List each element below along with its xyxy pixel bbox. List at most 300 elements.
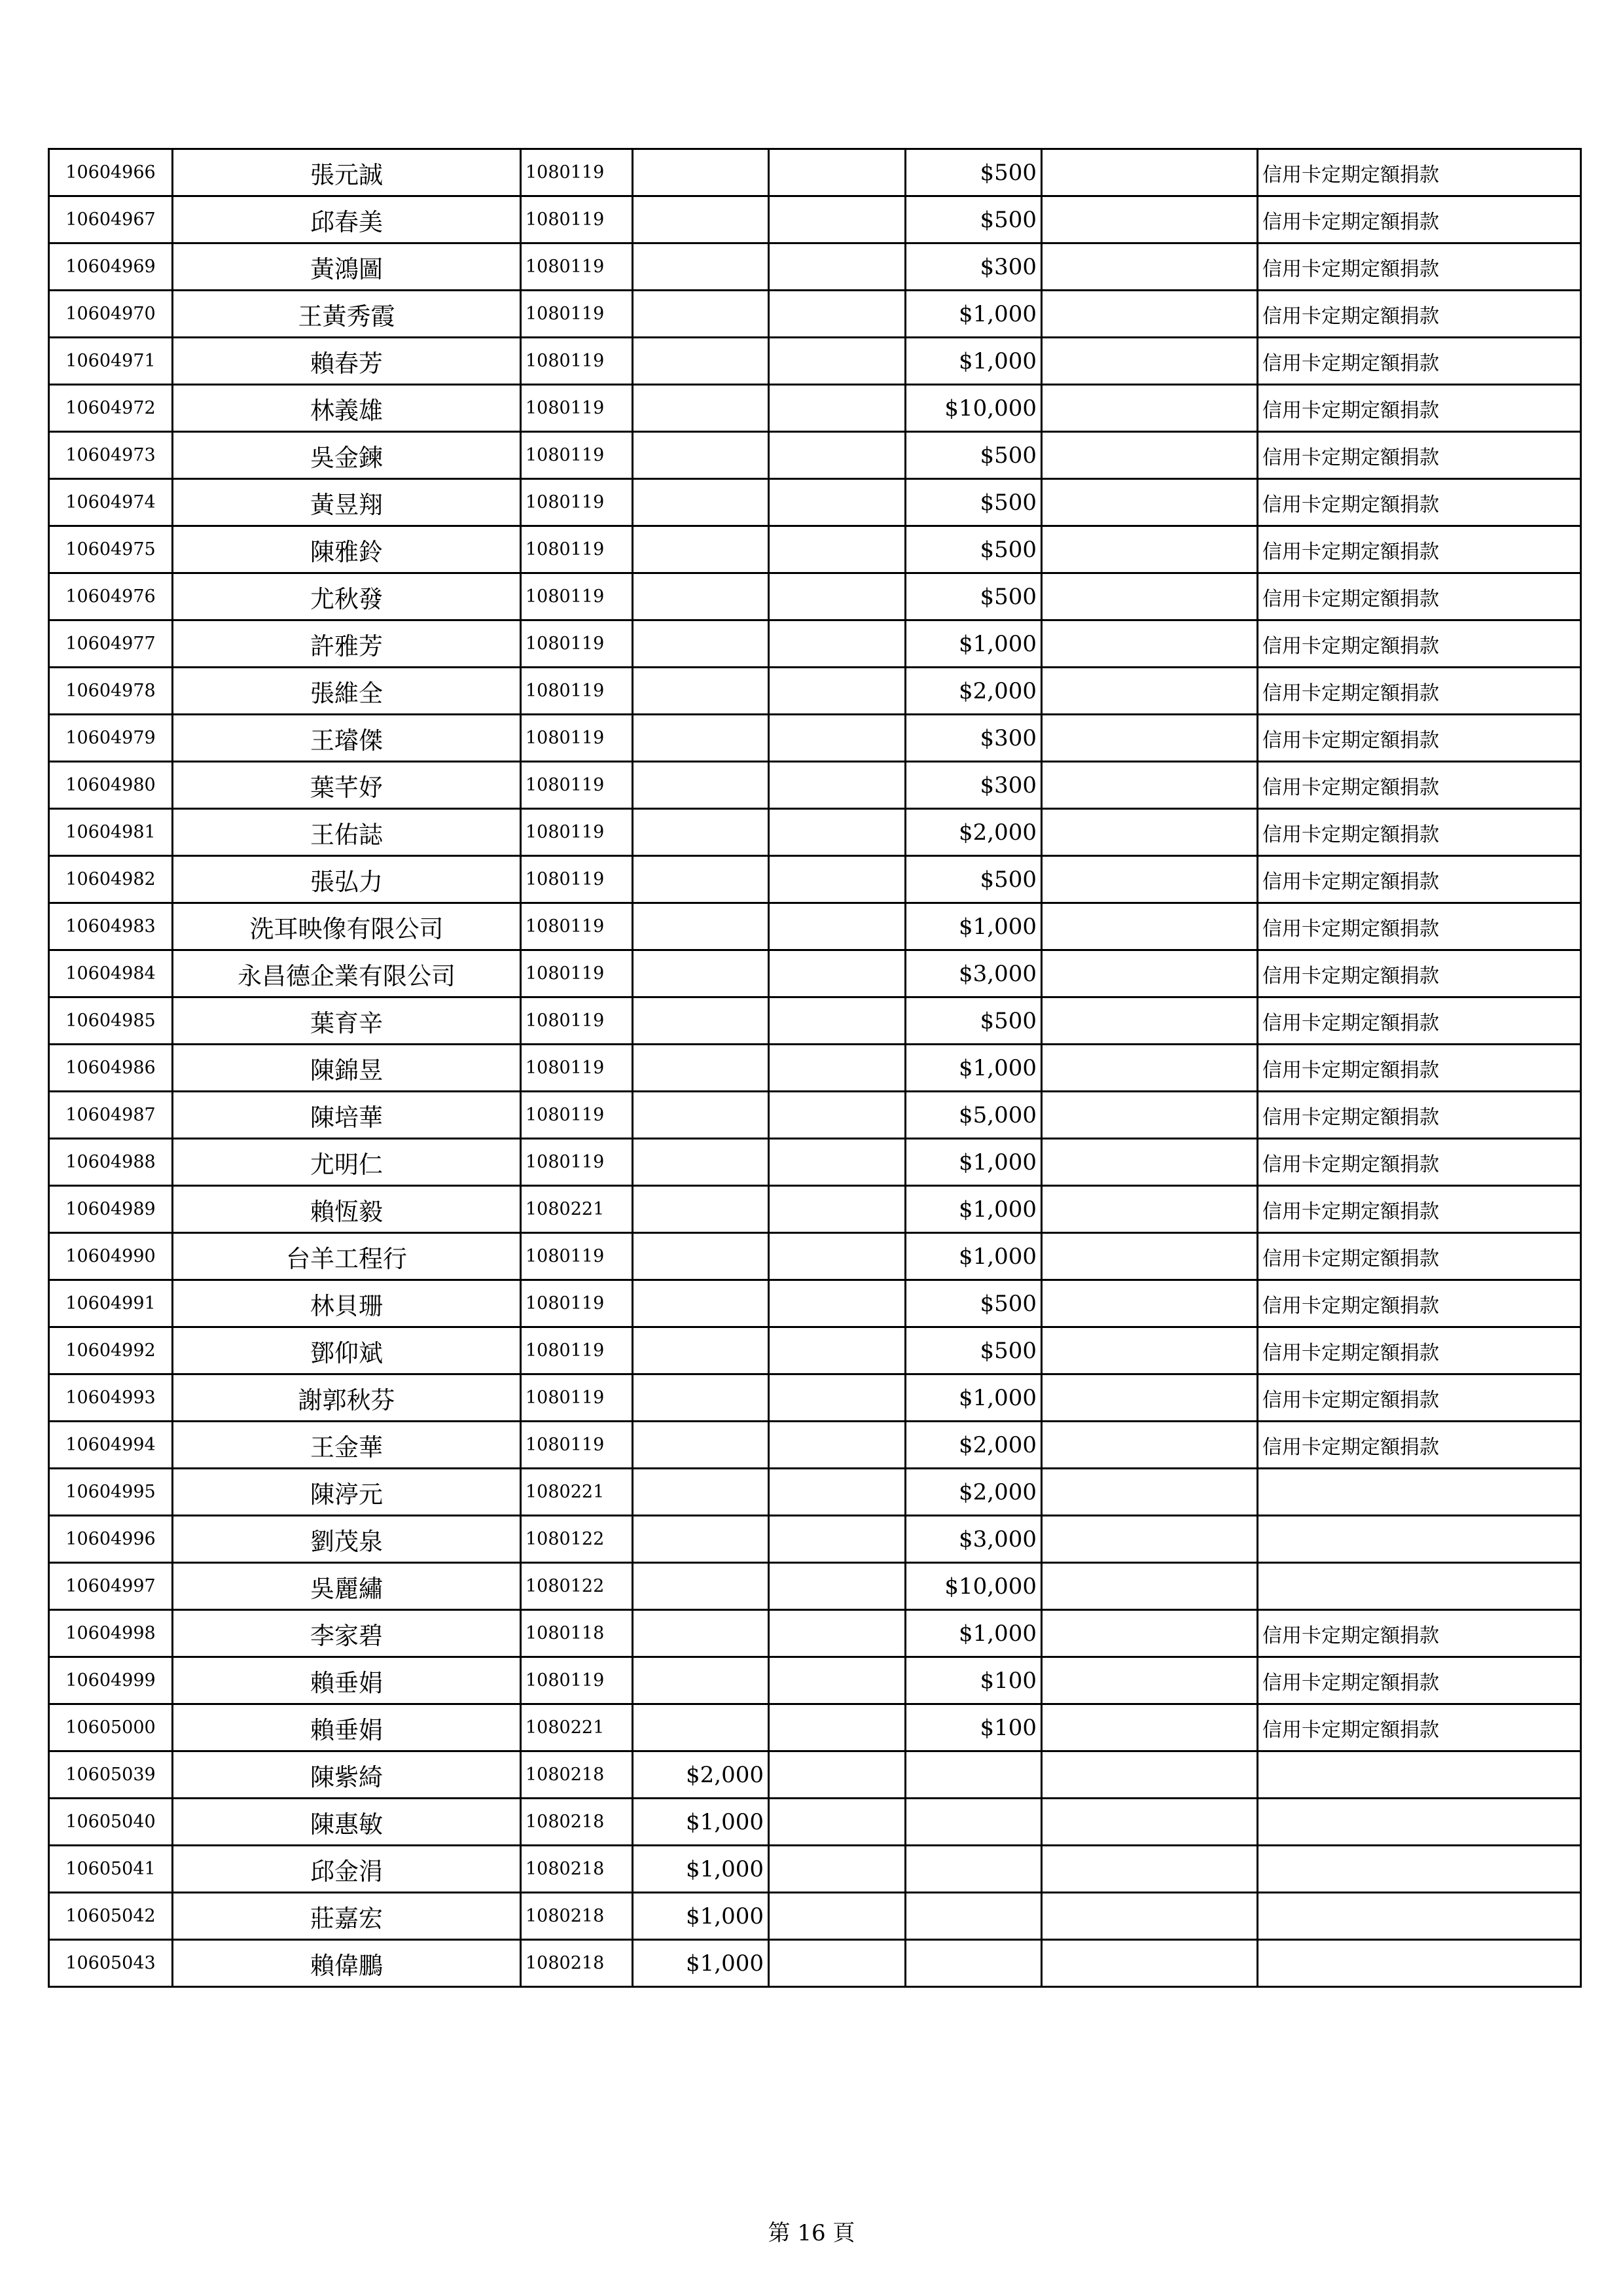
amount-col3-cell: [906, 1799, 1042, 1846]
receipt-number-cell: 10604971: [49, 338, 173, 385]
amount-col4-cell: [1042, 1233, 1258, 1280]
amount-col1-cell: $1,000: [633, 1799, 769, 1846]
amount-col2-cell: [769, 196, 906, 243]
table-row: [49, 338, 1581, 385]
amount-col1-cell: [633, 1045, 769, 1092]
receipt-number-cell: 10605000: [49, 1704, 173, 1751]
amount-col3-cell: $1,000: [906, 291, 1042, 338]
amount-col2-cell: [769, 1233, 906, 1280]
date-cell: 1080119: [521, 715, 633, 762]
amount-col2-cell: [769, 950, 906, 997]
table-row: [49, 1893, 1581, 1940]
amount-col3-cell: $100: [906, 1704, 1042, 1751]
note-cell: [1258, 1846, 1581, 1893]
amount-col4-cell: [1042, 620, 1258, 668]
amount-col2-cell: [769, 620, 906, 668]
amount-col3-cell: $100: [906, 1657, 1042, 1704]
note-cell: 信用卡定期定額捐款: [1258, 715, 1581, 762]
receipt-number-cell: 10604974: [49, 479, 173, 526]
donor-name-cell: 陳渟元: [173, 1469, 521, 1516]
date-cell: 1080119: [521, 1233, 633, 1280]
receipt-number-cell: 10604977: [49, 620, 173, 668]
amount-col3-cell: $1,000: [906, 1374, 1042, 1422]
amount-col2-cell: [769, 432, 906, 479]
amount-col3-cell: $500: [906, 573, 1042, 620]
donor-name-cell: 尤明仁: [173, 1139, 521, 1186]
table-row: [49, 196, 1581, 243]
date-cell: 1080119: [521, 1422, 633, 1469]
amount-col1-cell: [633, 1657, 769, 1704]
amount-col3-cell: $500: [906, 149, 1042, 196]
amount-col3-cell: [906, 1893, 1042, 1940]
table-row: [49, 809, 1581, 856]
note-cell: [1258, 1940, 1581, 1987]
date-cell: 1080119: [521, 997, 633, 1045]
amount-col2-cell: [769, 1139, 906, 1186]
receipt-number-cell: 10604976: [49, 573, 173, 620]
amount-col4-cell: [1042, 1139, 1258, 1186]
note-cell: [1258, 1563, 1581, 1610]
receipt-number-cell: 10604966: [49, 149, 173, 196]
amount-col3-cell: $500: [906, 479, 1042, 526]
donor-name-cell: 賴偉鵬: [173, 1940, 521, 1987]
date-cell: 1080119: [521, 573, 633, 620]
note-cell: 信用卡定期定額捐款: [1258, 1233, 1581, 1280]
amount-col4-cell: [1042, 526, 1258, 573]
note-cell: 信用卡定期定額捐款: [1258, 997, 1581, 1045]
donor-name-cell: 台羊工程行: [173, 1233, 521, 1280]
amount-col1-cell: [633, 243, 769, 291]
table-row: [49, 1563, 1581, 1610]
donor-name-cell: 吳麗繡: [173, 1563, 521, 1610]
date-cell: 1080119: [521, 243, 633, 291]
amount-col4-cell: [1042, 1940, 1258, 1987]
date-cell: 1080119: [521, 1045, 633, 1092]
amount-col3-cell: $500: [906, 196, 1042, 243]
table-row: [49, 1327, 1581, 1374]
amount-col4-cell: [1042, 809, 1258, 856]
amount-col2-cell: [769, 1940, 906, 1987]
table-row: [49, 149, 1581, 196]
amount-col4-cell: [1042, 1516, 1258, 1563]
amount-col4-cell: [1042, 1327, 1258, 1374]
amount-col4-cell: [1042, 149, 1258, 196]
amount-col3-cell: $2,000: [906, 1469, 1042, 1516]
amount-col1-cell: $1,000: [633, 1846, 769, 1893]
amount-col1-cell: [633, 1516, 769, 1563]
amount-col3-cell: $500: [906, 432, 1042, 479]
amount-col2-cell: [769, 149, 906, 196]
donor-name-cell: 葉芊妤: [173, 762, 521, 809]
table-row: [49, 856, 1581, 903]
amount-col1-cell: [633, 1610, 769, 1657]
note-cell: [1258, 1799, 1581, 1846]
receipt-number-cell: 10604975: [49, 526, 173, 573]
note-cell: 信用卡定期定額捐款: [1258, 291, 1581, 338]
amount-col3-cell: [906, 1940, 1042, 1987]
amount-col4-cell: [1042, 762, 1258, 809]
amount-col1-cell: [633, 338, 769, 385]
note-cell: 信用卡定期定額捐款: [1258, 1374, 1581, 1422]
table-row: [49, 479, 1581, 526]
donor-name-cell: 莊嘉宏: [173, 1893, 521, 1940]
table-row: [49, 1374, 1581, 1422]
table-row: [49, 1186, 1581, 1233]
amount-col3-cell: [906, 1751, 1042, 1799]
receipt-number-cell: 10605042: [49, 1893, 173, 1940]
receipt-number-cell: 10604972: [49, 385, 173, 432]
amount-col3-cell: $500: [906, 526, 1042, 573]
table-row: [49, 1657, 1581, 1704]
date-cell: 1080218: [521, 1940, 633, 1987]
amount-col1-cell: $1,000: [633, 1940, 769, 1987]
date-cell: 1080218: [521, 1846, 633, 1893]
donor-name-cell: 張元誠: [173, 149, 521, 196]
amount-col2-cell: [769, 1563, 906, 1610]
donor-name-cell: 李家碧: [173, 1610, 521, 1657]
amount-col2-cell: [769, 1799, 906, 1846]
receipt-number-cell: 10604973: [49, 432, 173, 479]
receipt-number-cell: 10604997: [49, 1563, 173, 1610]
donor-name-cell: 賴春芳: [173, 338, 521, 385]
table-body: [49, 149, 1581, 1987]
amount-col4-cell: [1042, 903, 1258, 950]
amount-col4-cell: [1042, 1704, 1258, 1751]
donor-name-cell: 永昌德企業有限公司: [173, 950, 521, 997]
amount-col3-cell: $500: [906, 1327, 1042, 1374]
table-row: [49, 1469, 1581, 1516]
amount-col1-cell: $1,000: [633, 1893, 769, 1940]
amount-col4-cell: [1042, 385, 1258, 432]
date-cell: 1080119: [521, 856, 633, 903]
receipt-number-cell: 10604979: [49, 715, 173, 762]
table-row: [49, 1704, 1581, 1751]
date-cell: 1080122: [521, 1516, 633, 1563]
amount-col2-cell: [769, 243, 906, 291]
table-row: [49, 243, 1581, 291]
donor-name-cell: 黃昱翔: [173, 479, 521, 526]
note-cell: 信用卡定期定額捐款: [1258, 243, 1581, 291]
note-cell: 信用卡定期定額捐款: [1258, 149, 1581, 196]
date-cell: 1080119: [521, 1657, 633, 1704]
amount-col3-cell: $3,000: [906, 950, 1042, 997]
amount-col4-cell: [1042, 856, 1258, 903]
receipt-number-cell: 10605039: [49, 1751, 173, 1799]
table-row: [49, 1233, 1581, 1280]
amount-col2-cell: [769, 385, 906, 432]
amount-col1-cell: [633, 1280, 769, 1327]
donor-name-cell: 許雅芳: [173, 620, 521, 668]
receipt-number-cell: 10604967: [49, 196, 173, 243]
table-row: [49, 291, 1581, 338]
amount-col2-cell: [769, 1422, 906, 1469]
table-row: [49, 1846, 1581, 1893]
amount-col4-cell: [1042, 432, 1258, 479]
table-row: [49, 715, 1581, 762]
date-cell: 1080119: [521, 1092, 633, 1139]
date-cell: 1080119: [521, 479, 633, 526]
table-row: [49, 1422, 1581, 1469]
date-cell: 1080218: [521, 1893, 633, 1940]
amount-col2-cell: [769, 903, 906, 950]
amount-col2-cell: [769, 997, 906, 1045]
date-cell: 1080119: [521, 196, 633, 243]
donor-name-cell: 林義雄: [173, 385, 521, 432]
amount-col3-cell: $5,000: [906, 1092, 1042, 1139]
amount-col2-cell: [769, 762, 906, 809]
amount-col3-cell: $1,000: [906, 1186, 1042, 1233]
amount-col2-cell: [769, 1327, 906, 1374]
donor-name-cell: 陳錦昱: [173, 1045, 521, 1092]
receipt-number-cell: 10604970: [49, 291, 173, 338]
amount-col1-cell: [633, 809, 769, 856]
donor-name-cell: 洗耳映像有限公司: [173, 903, 521, 950]
amount-col1-cell: [633, 950, 769, 997]
amount-col4-cell: [1042, 1186, 1258, 1233]
table-row: [49, 1516, 1581, 1563]
donor-name-cell: 邱金涓: [173, 1846, 521, 1893]
amount-col2-cell: [769, 1280, 906, 1327]
table-row: [49, 1139, 1581, 1186]
amount-col1-cell: [633, 573, 769, 620]
receipt-number-cell: 10604985: [49, 997, 173, 1045]
amount-col3-cell: $2,000: [906, 1422, 1042, 1469]
receipt-number-cell: 10604995: [49, 1469, 173, 1516]
amount-col3-cell: $1,000: [906, 620, 1042, 668]
receipt-number-cell: 10604983: [49, 903, 173, 950]
receipt-number-cell: 10604978: [49, 668, 173, 715]
donor-name-cell: 陳雅鈴: [173, 526, 521, 573]
date-cell: 1080119: [521, 903, 633, 950]
amount-col3-cell: $10,000: [906, 1563, 1042, 1610]
amount-col4-cell: [1042, 1610, 1258, 1657]
receipt-number-cell: 10604991: [49, 1280, 173, 1327]
receipt-number-cell: 10604987: [49, 1092, 173, 1139]
amount-col2-cell: [769, 1657, 906, 1704]
date-cell: 1080119: [521, 1280, 633, 1327]
donor-name-cell: 吳金鍊: [173, 432, 521, 479]
donor-name-cell: 鄧仰斌: [173, 1327, 521, 1374]
amount-col4-cell: [1042, 715, 1258, 762]
note-cell: [1258, 1516, 1581, 1563]
note-cell: [1258, 1751, 1581, 1799]
amount-col1-cell: [633, 620, 769, 668]
date-cell: 1080119: [521, 762, 633, 809]
date-cell: 1080119: [521, 809, 633, 856]
note-cell: 信用卡定期定額捐款: [1258, 950, 1581, 997]
amount-col2-cell: [769, 526, 906, 573]
note-cell: 信用卡定期定額捐款: [1258, 809, 1581, 856]
amount-col2-cell: [769, 479, 906, 526]
amount-col4-cell: [1042, 479, 1258, 526]
amount-col4-cell: [1042, 1045, 1258, 1092]
note-cell: 信用卡定期定額捐款: [1258, 762, 1581, 809]
amount-col1-cell: [633, 385, 769, 432]
amount-col4-cell: [1042, 950, 1258, 997]
amount-col2-cell: [769, 1610, 906, 1657]
receipt-number-cell: 10604969: [49, 243, 173, 291]
note-cell: 信用卡定期定額捐款: [1258, 1704, 1581, 1751]
donor-name-cell: 賴恆毅: [173, 1186, 521, 1233]
date-cell: 1080119: [521, 291, 633, 338]
amount-col1-cell: $2,000: [633, 1751, 769, 1799]
donor-name-cell: 王黃秀霞: [173, 291, 521, 338]
note-cell: 信用卡定期定額捐款: [1258, 479, 1581, 526]
donor-name-cell: 賴垂娟: [173, 1657, 521, 1704]
amount-col3-cell: $300: [906, 715, 1042, 762]
amount-col1-cell: [633, 1469, 769, 1516]
donor-name-cell: 賴垂娟: [173, 1704, 521, 1751]
amount-col3-cell: $300: [906, 762, 1042, 809]
note-cell: 信用卡定期定額捐款: [1258, 1092, 1581, 1139]
amount-col2-cell: [769, 668, 906, 715]
amount-col1-cell: [633, 1186, 769, 1233]
note-cell: [1258, 1893, 1581, 1940]
amount-col2-cell: [769, 1469, 906, 1516]
table-row: [49, 1280, 1581, 1327]
amount-col2-cell: [769, 1751, 906, 1799]
donor-name-cell: 葉育辛: [173, 997, 521, 1045]
amount-col2-cell: [769, 573, 906, 620]
donor-name-cell: 王璿傑: [173, 715, 521, 762]
table-row: [49, 950, 1581, 997]
amount-col3-cell: $1,000: [906, 1045, 1042, 1092]
amount-col4-cell: [1042, 1280, 1258, 1327]
amount-col4-cell: [1042, 1092, 1258, 1139]
amount-col3-cell: $1,000: [906, 1610, 1042, 1657]
date-cell: 1080218: [521, 1799, 633, 1846]
amount-col1-cell: [633, 196, 769, 243]
amount-col3-cell: $1,000: [906, 1139, 1042, 1186]
amount-col3-cell: $2,000: [906, 809, 1042, 856]
note-cell: 信用卡定期定額捐款: [1258, 1139, 1581, 1186]
date-cell: 1080119: [521, 385, 633, 432]
receipt-number-cell: 10604992: [49, 1327, 173, 1374]
date-cell: 1080119: [521, 1327, 633, 1374]
receipt-number-cell: 10604984: [49, 950, 173, 997]
amount-col2-cell: [769, 1704, 906, 1751]
date-cell: 1080122: [521, 1563, 633, 1610]
amount-col1-cell: [633, 1327, 769, 1374]
table-row: [49, 668, 1581, 715]
donor-name-cell: 黃鴻圖: [173, 243, 521, 291]
amount-col3-cell: $10,000: [906, 385, 1042, 432]
table-row: [49, 1092, 1581, 1139]
receipt-number-cell: 10604990: [49, 1233, 173, 1280]
table-row: [49, 385, 1581, 432]
receipt-number-cell: 10604981: [49, 809, 173, 856]
amount-col1-cell: [633, 149, 769, 196]
amount-col1-cell: [633, 1704, 769, 1751]
donor-name-cell: 陳紫綺: [173, 1751, 521, 1799]
amount-col2-cell: [769, 1893, 906, 1940]
date-cell: 1080119: [521, 1139, 633, 1186]
date-cell: 1080119: [521, 526, 633, 573]
table-row: [49, 620, 1581, 668]
receipt-number-cell: 10604994: [49, 1422, 173, 1469]
note-cell: 信用卡定期定額捐款: [1258, 668, 1581, 715]
note-cell: 信用卡定期定額捐款: [1258, 573, 1581, 620]
receipt-number-cell: 10604993: [49, 1374, 173, 1422]
date-cell: 1080119: [521, 668, 633, 715]
receipt-number-cell: 10604988: [49, 1139, 173, 1186]
amount-col1-cell: [633, 291, 769, 338]
receipt-number-cell: 10605040: [49, 1799, 173, 1846]
amount-col4-cell: [1042, 196, 1258, 243]
table-row: [49, 903, 1581, 950]
note-cell: 信用卡定期定額捐款: [1258, 1610, 1581, 1657]
note-cell: 信用卡定期定額捐款: [1258, 1657, 1581, 1704]
date-cell: 1080119: [521, 1374, 633, 1422]
note-cell: 信用卡定期定額捐款: [1258, 385, 1581, 432]
receipt-number-cell: 10604982: [49, 856, 173, 903]
amount-col2-cell: [769, 1092, 906, 1139]
date-cell: 1080221: [521, 1704, 633, 1751]
amount-col4-cell: [1042, 1422, 1258, 1469]
donor-name-cell: 陳培華: [173, 1092, 521, 1139]
donor-name-cell: 王佑誌: [173, 809, 521, 856]
donor-name-cell: 劉茂泉: [173, 1516, 521, 1563]
amount-col4-cell: [1042, 1563, 1258, 1610]
date-cell: 1080119: [521, 338, 633, 385]
amount-col4-cell: [1042, 573, 1258, 620]
amount-col1-cell: [633, 479, 769, 526]
amount-col2-cell: [769, 1186, 906, 1233]
donor-name-cell: 謝郭秋芬: [173, 1374, 521, 1422]
receipt-number-cell: 10604989: [49, 1186, 173, 1233]
table-row: [49, 762, 1581, 809]
date-cell: 1080119: [521, 950, 633, 997]
amount-col4-cell: [1042, 338, 1258, 385]
date-cell: 1080221: [521, 1469, 633, 1516]
amount-col3-cell: $300: [906, 243, 1042, 291]
amount-col4-cell: [1042, 1799, 1258, 1846]
table-row: [49, 1045, 1581, 1092]
amount-col1-cell: [633, 903, 769, 950]
note-cell: 信用卡定期定額捐款: [1258, 856, 1581, 903]
note-cell: 信用卡定期定額捐款: [1258, 196, 1581, 243]
date-cell: 1080118: [521, 1610, 633, 1657]
receipt-number-cell: 10604998: [49, 1610, 173, 1657]
amount-col1-cell: [633, 1233, 769, 1280]
donor-name-cell: 張維全: [173, 668, 521, 715]
amount-col2-cell: [769, 1045, 906, 1092]
amount-col1-cell: [633, 997, 769, 1045]
receipt-number-cell: 10604996: [49, 1516, 173, 1563]
amount-col3-cell: $2,000: [906, 668, 1042, 715]
receipt-number-cell: 10604999: [49, 1657, 173, 1704]
amount-col1-cell: [633, 1139, 769, 1186]
table-row: [49, 432, 1581, 479]
receipt-number-cell: 10605043: [49, 1940, 173, 1987]
receipt-number-cell: 10605041: [49, 1846, 173, 1893]
donor-name-cell: 張弘力: [173, 856, 521, 903]
amount-col2-cell: [769, 1846, 906, 1893]
table-row: [49, 997, 1581, 1045]
table-row: [49, 1940, 1581, 1987]
amount-col2-cell: [769, 809, 906, 856]
amount-col2-cell: [769, 338, 906, 385]
receipt-number-cell: 10604980: [49, 762, 173, 809]
amount-col2-cell: [769, 291, 906, 338]
amount-col2-cell: [769, 856, 906, 903]
amount-col3-cell: $500: [906, 856, 1042, 903]
note-cell: 信用卡定期定額捐款: [1258, 620, 1581, 668]
amount-col1-cell: [633, 1092, 769, 1139]
amount-col4-cell: [1042, 291, 1258, 338]
amount-col1-cell: [633, 1422, 769, 1469]
amount-col4-cell: [1042, 1374, 1258, 1422]
